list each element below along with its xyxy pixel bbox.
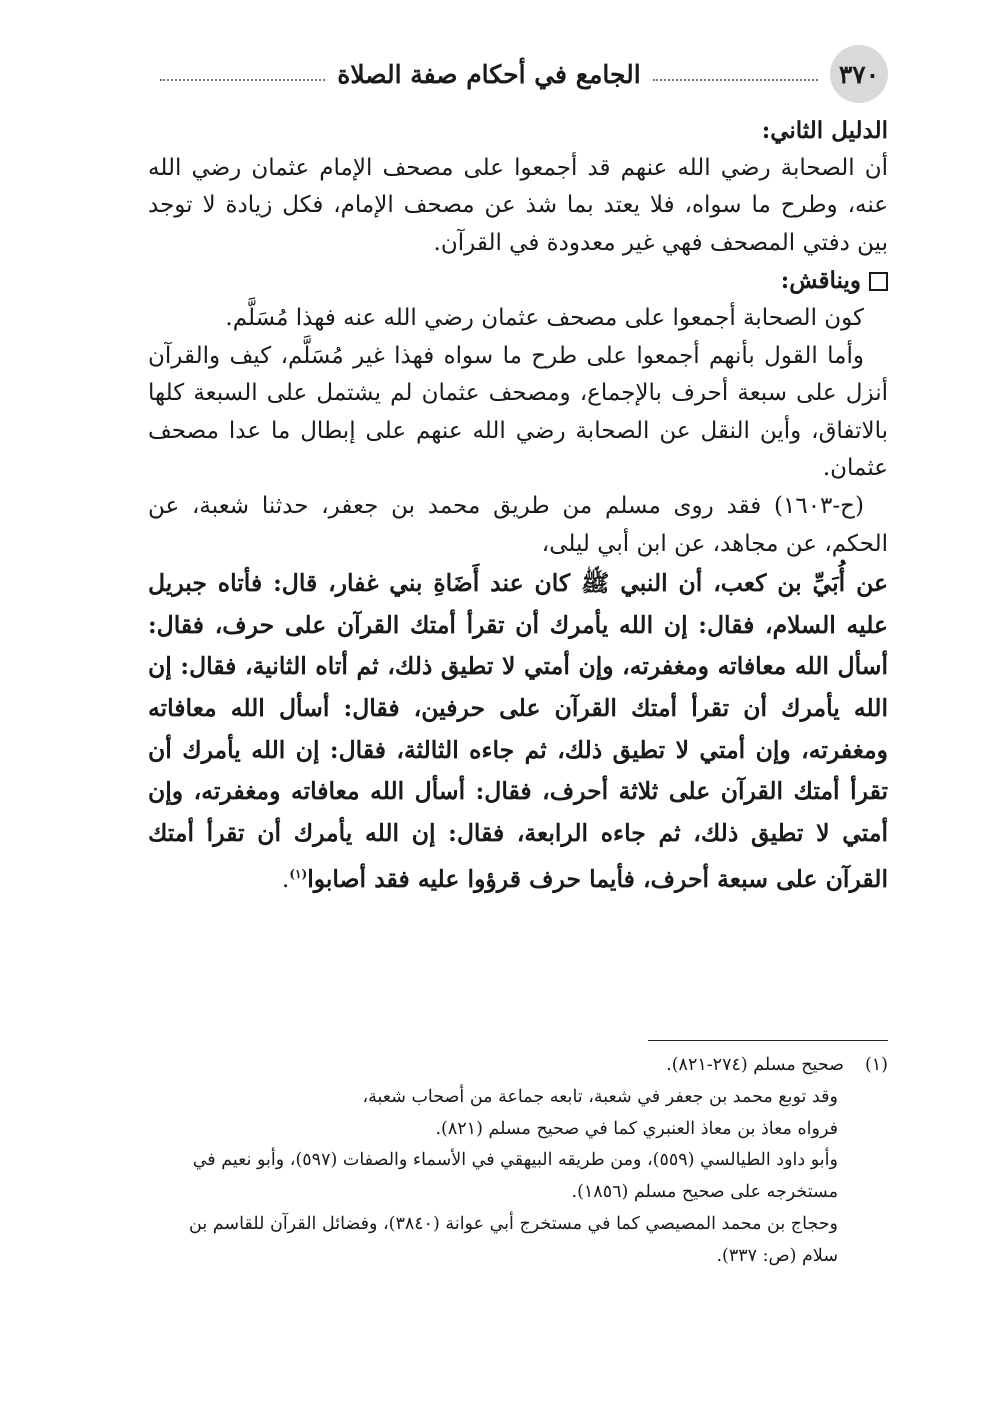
footnote-line-3: فرواه معاذ بن معاذ العنبري كما في صحيح مسلم (٨٢١). [435, 1118, 838, 1139]
footnote-divider [648, 1040, 888, 1041]
footnote-line-4: وأبو داود الطيالسي (٥٥٩)، ومن طريقه البيهقي في الأسماء والصفات (٥٩٧)، وأبو نعيم في مستخرجه على صحيح مسلم (١٨٥٦). [192, 1150, 838, 1203]
header-dotted-leader-end [160, 79, 325, 81]
footnote-line-5: وحجاج بن محمد المصيصي كما في مستخرج أبي عوانة (٣٨٤٠)، وفضائل القرآن للقاسم بن سلام (ص: ٣٣٧). [189, 1213, 838, 1266]
page-number: ٣٧٠ [830, 45, 888, 103]
hadith-end: . [281, 865, 290, 894]
section-paragraph: أن الصحابة رضي الله عنهم قد أجمعوا على مصحف الإمام عثمان رضي الله عنه، وطرح ما سواه، فلا يعتد بما شذ عن مصحف الإمام، فكل زيادة لا توجد بين دفتي المصحف فهي غير معدودة في القرآن. [148, 154, 888, 256]
discussion-heading-label: ويناقش: [780, 267, 861, 295]
hadith-body: عن أُبَيِّ بن كعب، أن النبي ﷺ كان عند أَضَاةِ بني غفار، قال: فأتاه جبريل عليه السلام، فقال: إن الله يأمرك أن تقرأ أمتك القرآن على حرف، فقال: أسأل الله معافاته ومغفرته، وإن أمتي لا تطيق ذلك، ثم أتاه الثانية، فقال: إن الله يأمرك أن تقرأ أمتك القرآن على حرفين، فقال: أسأل الله معافاته ومغفرته، وإن أمتي لا تطيق ذلك، ثم جاءه الثالثة، فقال: إن الله يأمرك أن تقرأ أمتك القرآن على ثلاثة أحرف، فقال: أسأل الله معافاته ومغفرته، وإن أمتي لا تطيق ذلك، ثم جاءه الرابعة، فقال: إن الله يأمرك أن تقرأ أمتك القرآن على سبعة أحرف، فأيما حرف قرؤوا عليه فقد أصابوا [148, 569, 888, 894]
book-title: الجامع في أحكام صفة الصلاة [337, 59, 641, 89]
footnote-ref[interactable]: (١) [289, 867, 308, 882]
discussion-paragraph-2: وأما القول بأنهم أجمعوا على طرح ما سواه فهذا غير مُسَلَّم، كيف والقرآن أنزل على سبعة أحرف بالإجماع، ومصحف عثمان لم يشتمل على السبعة كلها بالاتفاق، وأين النقل عن الصحابة رضي الله عنهم على إبطال ما عدا مصحف عثمان. [148, 342, 888, 482]
hadith-text [148, 563, 888, 901]
discussion-paragraph-1: كون الصحابة أجمعوا على مصحف عثمان رضي الله عنه فهذا مُسَلَّم. [225, 304, 864, 331]
section-heading: الدليل الثاني: [761, 117, 888, 144]
footnote-1 [148, 1050, 888, 1082]
checkbox-icon [869, 272, 888, 291]
discussion-heading [148, 262, 888, 300]
footnote-line-1: صحيح مسلم (٢٧٤-٨٢١). [666, 1055, 844, 1075]
isnad-paragraph: (ح-١٦٠٣) فقد روى مسلم من طريق محمد بن جعفر، حدثنا شعبة، عن الحكم، عن مجاهد، عن ابن أبي ليلى، [148, 492, 888, 557]
footnotes [148, 1050, 888, 1273]
page-header [148, 44, 888, 104]
footnote-number: (١) [864, 1055, 888, 1075]
header-dotted-leader [653, 79, 818, 81]
main-content [148, 112, 888, 901]
footnote-line-2: وقد توبع محمد بن جعفر في شعبة، تابعه جماعة من أصحاب شعبة، [362, 1086, 838, 1107]
